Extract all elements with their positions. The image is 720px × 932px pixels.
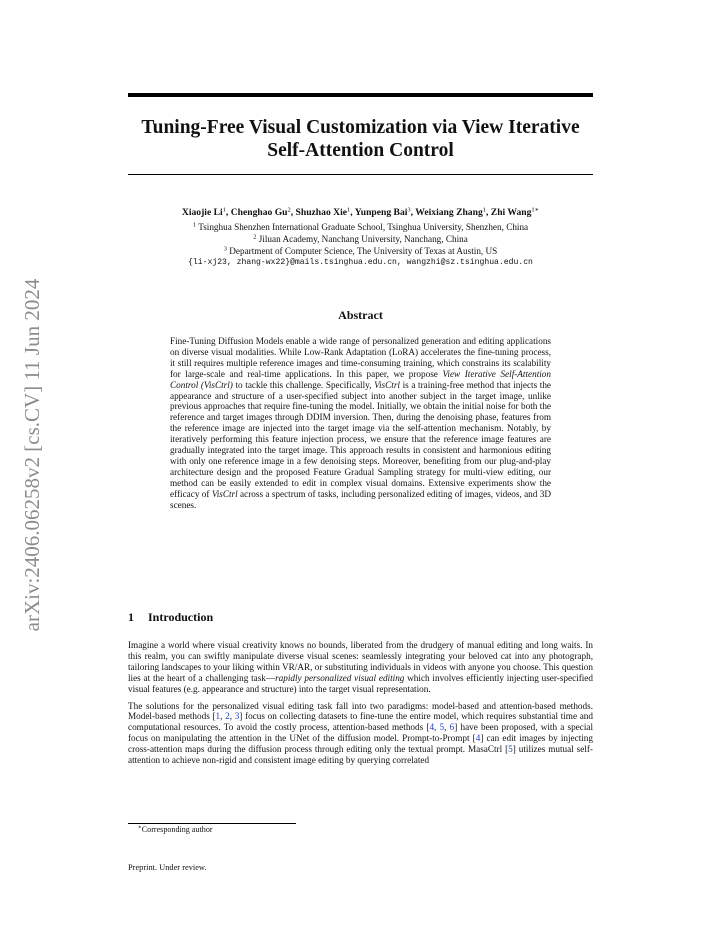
- section-number: 1: [128, 610, 134, 624]
- section-title: Introduction: [148, 610, 214, 624]
- paragraph: Imagine a world where visual creativity knows no bounds, liberated from the drudgery of manual editing and long waits. In this realm, you can swiftly manipulate diverse visual scenes: seamlessly integrating your beloved cat into any photograph, tailoring landscapes to your liking within VR/AR, or substituting individuals in videos with anyone you choose. This question lies at the heart of a challenging task—rapidly personalized visual editing which involves efficiently injecting user-specified visual features (e.g. appearance and structure) into the target visual representation.: [128, 640, 593, 694]
- footnote-rule: [128, 823, 296, 824]
- author: Chenghao Gu$^2$,: [230, 206, 296, 218]
- affiliation: $^2$ Jiluan Academy, Nanchang University, Nanchang, China: [253, 233, 468, 244]
- section-heading-introduction: [128, 610, 213, 624]
- citation-link[interactable]: 3: [234, 711, 240, 722]
- arxiv-identifier: arXiv:2406.06258v2 [cs.CV] 11 Jun 2024: [20, 278, 44, 632]
- affiliations: [118, 221, 603, 269]
- author: Xiaojie Li$^1$,: [181, 206, 231, 218]
- title-rule-top: [128, 93, 593, 97]
- title-rule-bottom: [128, 174, 593, 175]
- affiliation: $^3$ Department of Computer Science, The University of Texas at Austin, US: [223, 245, 498, 256]
- affiliation: $^1$ Tsinghua Shenzhen International Graduate School, Tsinghua University, Shenzhen, China: [192, 221, 529, 232]
- citation-link[interactable]: 5: [508, 744, 513, 755]
- citation-link[interactable]: 2: [225, 711, 230, 722]
- citation-link[interactable]: 1: [215, 711, 221, 722]
- title-line-2: Self-Attention Control: [267, 140, 454, 161]
- author: Weixiang Zhang$^1$,: [415, 206, 491, 218]
- citation-link[interactable]: 5: [439, 722, 445, 733]
- paragraph: The solutions for the personalized visual editing task fall into two paradigms: model-based and attention-based methods. Model-based methods [1, 2, 3] focus on collecting datasets to fine-tune the entire model, which requires substantial time and computational resources. To avoid the costly process, attention-based methods [4, 5, 6] have been proposed, with a special focus on manipulating the attention in the UNet of the diffusion model. Prompt-to-Prompt [4] can edit images by injecting cross-attention maps during the diffusion process through editing only the textual prompt. MasaCtrl [5] utilizes mutual self-attention to achieve non-rigid and consistent image editing by querying correlated: [128, 700, 594, 766]
- abstract-body: Fine-Tuning Diffusion Models enable a wide range of personalized generation and editing applications on diverse visual modalities. While Low-Rank Adaptation (LoRA) accelerates the fine-tuning process, it still requires multiple reference images and time-consuming training, which constrains its scalability for large-scale and real-time applications. In this paper, we propose View Iterative Self-Attention Control (VisCtrl) to tackle this challenge. Specifically, VisCtrl is a training-free method that injects the appearance and structure of a user-specified subject into another subject in the target image, unlike previous approaches that require fine-tuning the model. Initially, we obtain the initial noise for both the reference and target images through DDIM inversion. Then, during the denoising phase, features from the reference image are injected into the target image via the self-attention mechanism. Notably, by iteratively performing this feature injection process, we ensure that the reference image features are gradually integrated into the target image. This approach results in consistent and harmonious editing with only one reference image in a few denoising steps. Moreover, benefiting from our plug-and-play architecture design and the proposed Feature Gradual Sampling strategy for multi-view editing, our method can be easily extended to edit in complex visual domains. Extensive experiments show the efficacy of VisCtrl across a spectrum of tasks, including personalized editing of images, videos, and 3D scenes.: [170, 336, 552, 510]
- introduction-body: [128, 640, 593, 772]
- citation-link[interactable]: 4: [429, 722, 435, 733]
- preprint-notice: Preprint. Under review.: [128, 863, 207, 872]
- author-list: [118, 207, 603, 219]
- footnote: ∗Corresponding author: [138, 824, 213, 834]
- abstract-heading: Abstract: [338, 308, 383, 322]
- author: Zhi Wang$^{1∗}$: [490, 206, 540, 218]
- title-line-1: Tuning-Free Visual Customization via View Iterative: [141, 117, 580, 138]
- author: Yunpeng Bai$^3$,: [354, 206, 416, 218]
- citation-link[interactable]: 6: [449, 722, 455, 733]
- author-emails[interactable]: {li-xj23, zhang-wx22}@mails.tsinghua.edu.cn, wangzhi@sz.tsinghua.edu.cn: [188, 258, 533, 267]
- author: Shuzhao Xie$^1$,: [295, 206, 355, 218]
- citation-link[interactable]: 4: [475, 733, 481, 744]
- paper-title: [128, 116, 593, 162]
